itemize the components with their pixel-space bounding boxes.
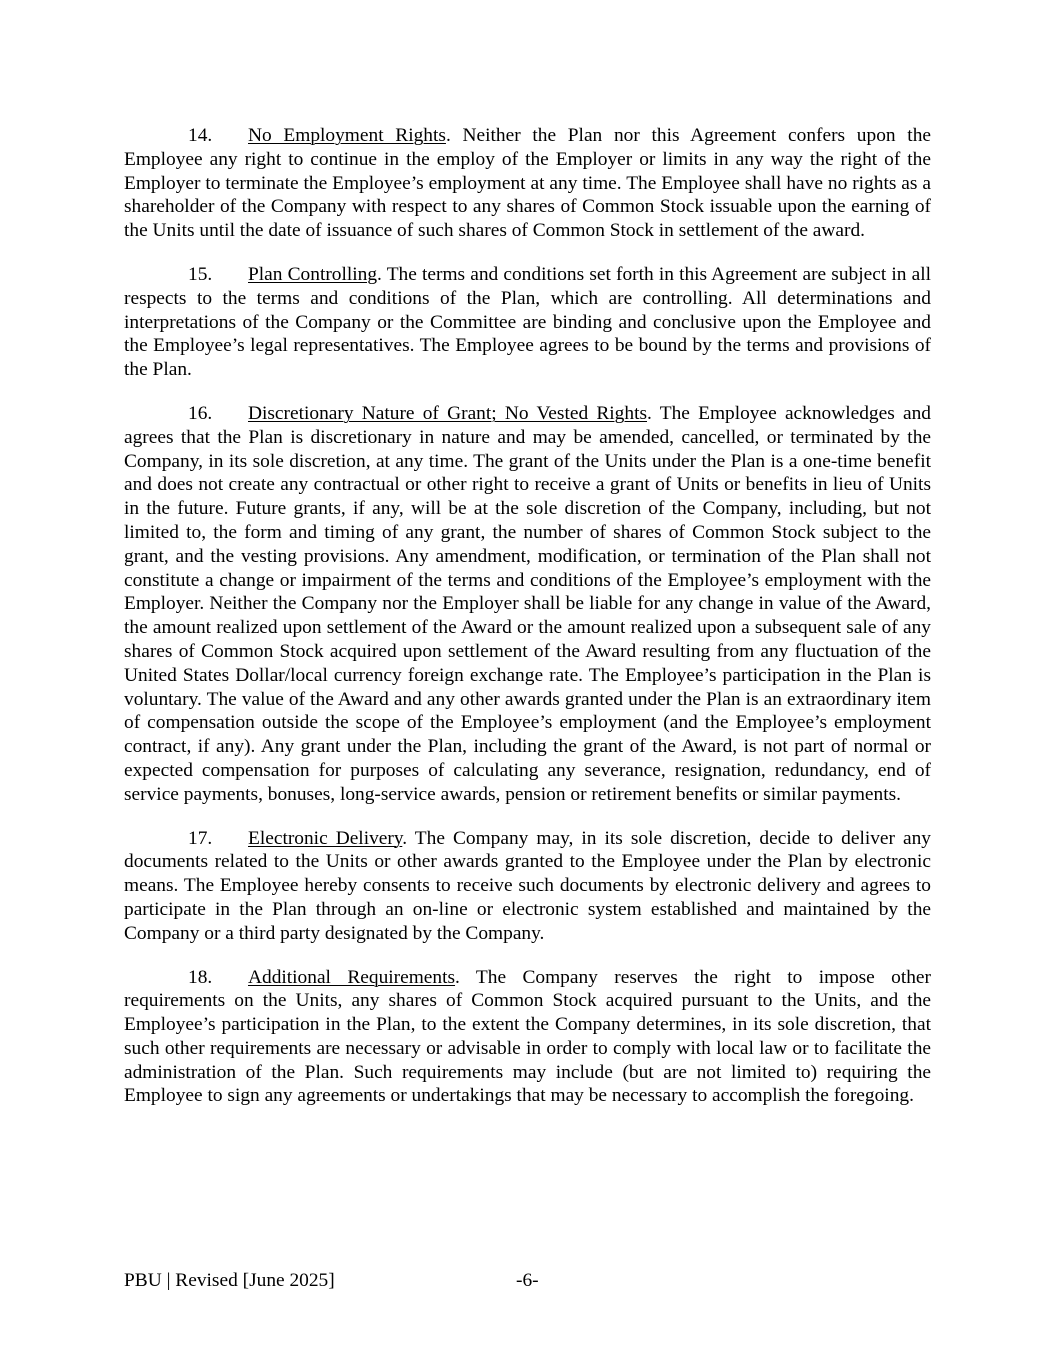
section-number: 17. [188,827,213,849]
section-body: . Neither the Plan nor this Agreement confers upon the Employee any right to continue in the employ of the Employer or limits in any way the right of the Employer to terminate the Employee’s employment at any time. The Employee shall have no rights as a shareholder of the Company with respect to any shares of Common Stock issuable upon the earning of the Units until the date of issuance of such shares of Common Stock in settlement of the award. [124,125,931,242]
section-17 [124,827,931,946]
section-heading: Discretionary Nature of Grant; No Vested Rights [248,402,648,424]
section-heading: Electronic Delivery [248,827,403,849]
section-heading: No Employment Rights [248,125,446,146]
section-body: . The terms and conditions set forth in this Agreement are subject in all respects to the terms and conditions of the Plan, which are controlling. All determinations and interpretations of the Company or the Committee are binding and conclusive upon the Employee and the Employee’s legal representatives. The Employee agrees to be bound by the terms and provisions of the Plan. [124,263,931,381]
footer-revision-label: PBU | Revised [June 2025] [124,1270,335,1291]
section-body: . The Company may, in its sole discretion, decide to deliver any documents related to the Units or other awards granted to the Employee under the Plan by electronic means. The Employee hereby consents to receive such documents by electronic delivery and agrees to participate in the Plan through an on-line or electronic system established and maintained by the Company or a third party designated by the Company. [124,827,931,944]
section-number: 15. [188,263,213,285]
section-16 [124,402,931,807]
section-number: 14. [188,125,213,146]
document-page [124,124,931,1128]
section-14 [124,124,931,243]
section-body: . The Company reserves the right to impose other requirements on the Units, any shares of Common Stock acquired pursuant to the Units, and the Employee’s participation in the Plan, to the extent the Company determines, in its sole discretion, that such other requirements are necessary or advisable in order to comply with local law or to facilitate the administration of the Plan. Such requirements may include (but are not limited to) requiring the Employee to sign any agreements or undertakings that may be necessary to accomplish the foregoing. [124,966,931,1107]
section-heading: Plan Controlling [248,263,378,285]
section-body: . The Employee acknowledges and agrees that the Plan is discretionary in nature and may be amended, cancelled, or terminated by the Company, in its sole discretion, at any time. The grant of the Units under the Plan is a one-time benefit and does not create any contractual or other right to receive a grant of Units or benefits in lieu of Units in the future. Future grants, if any, will be at the sole discretion of the Company, including, but not limited to, the form and timing of any grant, the number of shares of Common Stock subject to the grant, and the vesting provisions. Any amendment, modification, or termination of the Plan shall not constitute a change or impairment of the terms and conditions of the Employee’s employment with the Employer. Neither the Company nor the Employer shall be liable for any change in value of the Award, the amount realized upon settlement of the Award or the amount realized upon a subsequent sale of any shares of Common Stock acquired upon settlement of the Award resulting from any fluctuation of the United States Dollar/local currency foreign exchange rate. The Employee’s participation in the Plan is voluntary. The value of the Award and any other awards granted under the Plan is an extraordinary item of compensation outside the scope of the Employee’s employment (and the Employee’s employment contract, if any). Any grant under the Plan, including the grant of the Award, is not part of normal or expected compensation for purposes of calculating any severance, resignation, redundancy, end of service payments, bonuses, long-service awards, pension or retirement benefits or similar payments. [124,402,931,805]
section-number: 16. [188,402,213,424]
section-15 [124,263,931,382]
section-heading: Additional Requirements [248,966,456,988]
section-18 [124,966,931,1109]
page-number: -6- [516,1270,539,1291]
section-number: 18. [188,966,213,988]
